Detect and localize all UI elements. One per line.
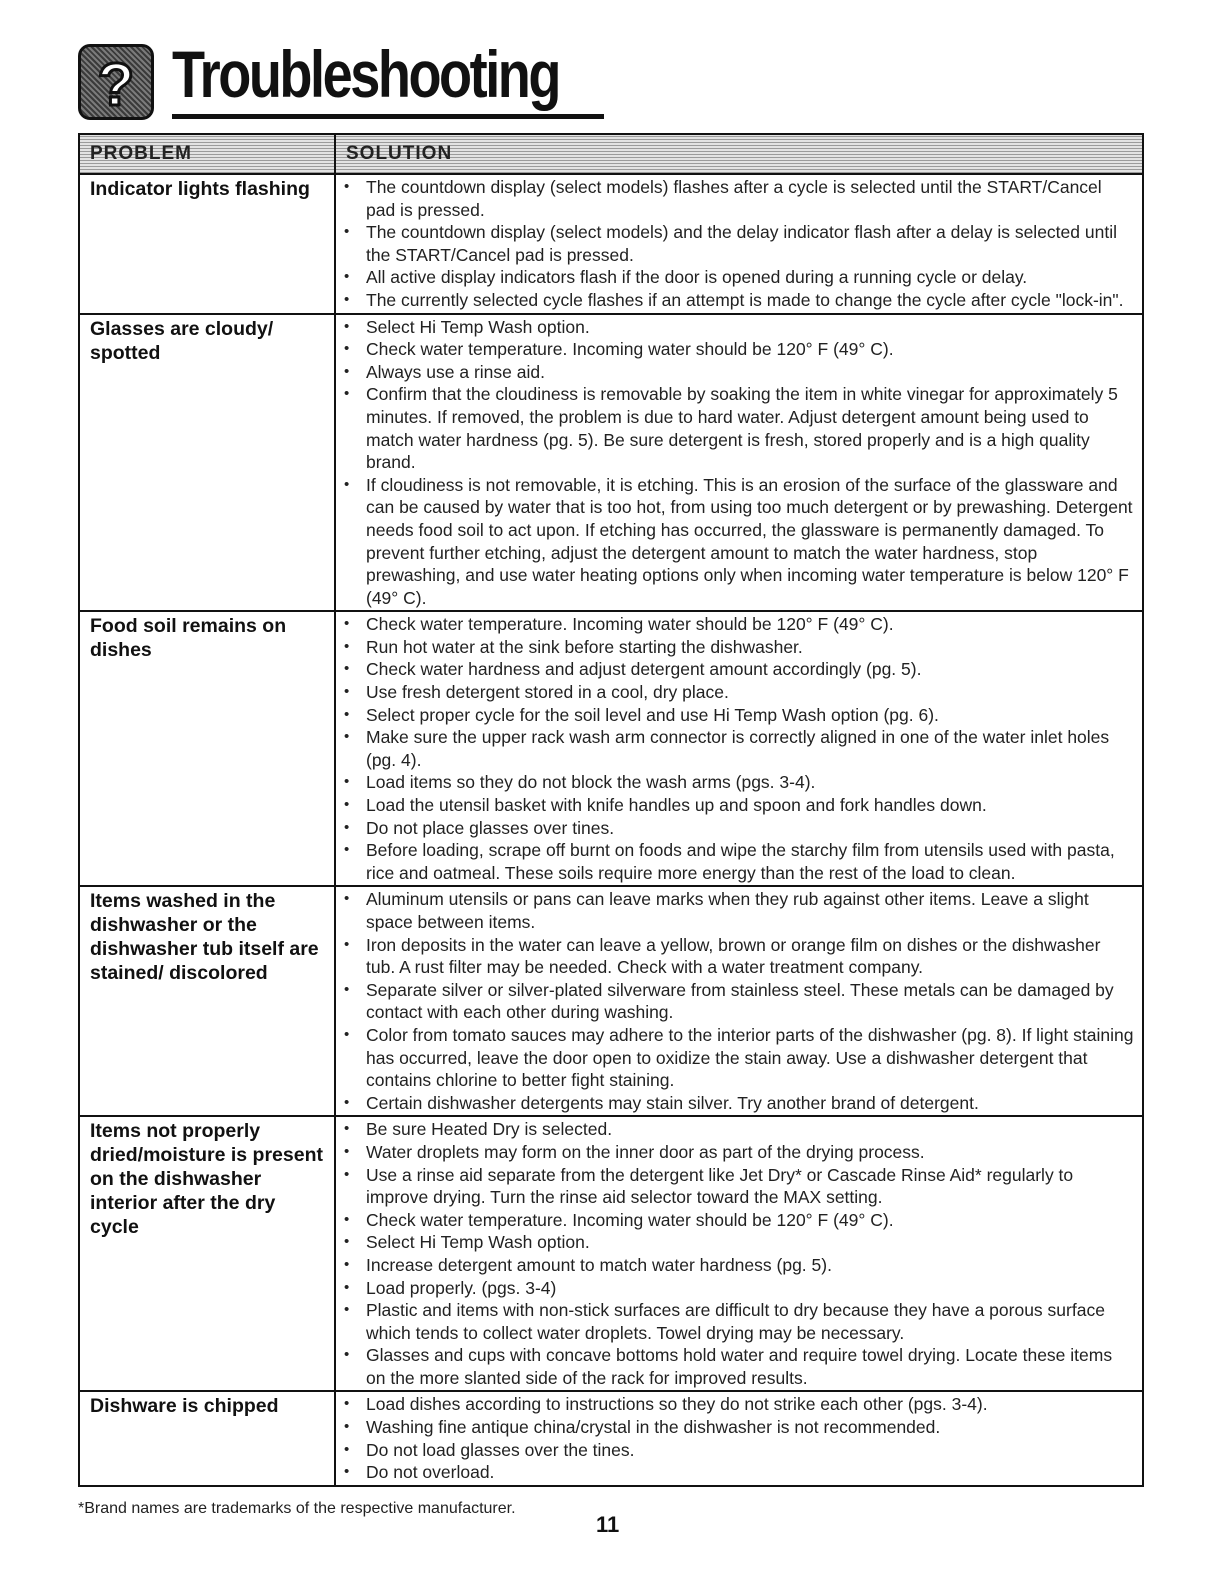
problem-cell: Food soil remains on dishes: [79, 611, 335, 886]
solution-item: • Glasses and cups with concave bottoms hold water and require towel drying. Locate these items on the more slanted side of the rack for improved results.: [344, 1344, 1134, 1389]
column-header-solution: SOLUTION: [335, 134, 1143, 174]
footnote: *Brand names are trademarks of the respective manufacturer.: [78, 1500, 516, 1517]
solution-item: • Certain dishwasher detergents may stain silver. Try another brand of detergent.: [344, 1092, 1134, 1115]
problem-cell: Items washed in the dishwasher or the dishwasher tub itself are stained/ discolored: [79, 886, 335, 1116]
solution-item: • Select Hi Temp Wash option.: [344, 316, 1134, 339]
solution-item: • Load the utensil basket with knife handles up and spoon and fork handles down.: [344, 794, 1134, 817]
solution-item: • All active display indicators flash if the door is opened during a running cycle or delay.: [344, 266, 1134, 289]
solution-item: • Load dishes according to instructions so they do not strike each other (pgs. 3-4).: [344, 1393, 1134, 1416]
solution-item: • Confirm that the cloudiness is removable by soaking the item in white vinegar for approximately 5 minutes. If removed, the problem is due to hard water. Adjust detergent amount being used to match water hardness (pg. 5). Be sure detergent is fresh, stored properly and is a high quality brand.: [344, 383, 1134, 473]
problem-cell: Items not properly dried/moisture is present on the dishwasher interior after the dry cycle: [79, 1116, 335, 1391]
solution-item: • Water droplets may form on the inner door as part of the drying process.: [344, 1141, 1134, 1164]
table-row: [79, 1116, 1143, 1391]
table-row: [79, 314, 1143, 612]
page-number: 11: [596, 1512, 620, 1537]
title-underline: [172, 114, 604, 119]
solution-item: • Washing fine antique china/crystal in the dishwasher is not recommended.: [344, 1416, 1134, 1439]
solution-item: • Run hot water at the sink before starting the dishwasher.: [344, 636, 1134, 659]
solution-item: • Do not overload.: [344, 1461, 1134, 1484]
solution-list: [344, 613, 1134, 884]
solution-cell: [335, 886, 1143, 1116]
solution-list: [344, 1393, 1134, 1483]
table-header-row: [79, 134, 1143, 174]
solution-item: • Load items so they do not block the wash arms (pgs. 3-4).: [344, 771, 1134, 794]
solution-cell: [335, 174, 1143, 314]
problem-cell: Glasses are cloudy/ spotted: [79, 314, 335, 612]
solution-list: [344, 888, 1134, 1114]
troubleshooting-table: [78, 133, 1144, 1487]
solution-item: • Aluminum utensils or pans can leave marks when they rub against other items. Leave a slight space between items.: [344, 888, 1134, 933]
solution-item: • Check water hardness and adjust detergent amount accordingly (pg. 5).: [344, 658, 1134, 681]
solution-item: • The countdown display (select models) flashes after a cycle is selected until the START/Cancel pad is pressed.: [344, 176, 1134, 221]
table-row: [79, 1391, 1143, 1485]
solution-item: • Do not place glasses over tines.: [344, 817, 1134, 840]
solution-cell: [335, 1391, 1143, 1485]
solution-item: • The currently selected cycle flashes if an attempt is made to change the cycle after cycle "lock-in".: [344, 289, 1134, 312]
solution-item: • Check water temperature. Incoming water should be 120° F (49° C).: [344, 338, 1134, 361]
solution-item: • Iron deposits in the water can leave a yellow, brown or orange film on dishes or the dishwasher tub. A rust filter may be needed. Check with a water treatment company.: [344, 934, 1134, 979]
solution-item: • Select proper cycle for the soil level and use Hi Temp Wash option (pg. 6).: [344, 704, 1134, 727]
solution-list: [344, 316, 1134, 610]
svg-text:?: ?: [97, 51, 135, 117]
question-mark-icon: [78, 44, 154, 120]
column-header-problem: PROBLEM: [79, 134, 335, 174]
solution-cell: [335, 314, 1143, 612]
solution-list: [344, 1118, 1134, 1389]
solution-item: • The countdown display (select models) and the delay indicator flash after a delay is selected until the START/Cancel pad is pressed.: [344, 221, 1134, 266]
solution-item: • Use fresh detergent stored in a cool, dry place.: [344, 681, 1134, 704]
problem-cell: Indicator lights flashing: [79, 174, 335, 314]
solution-item: • Be sure Heated Dry is selected.: [344, 1118, 1134, 1141]
solution-item: • Before loading, scrape off burnt on foods and wipe the starchy film from utensils used with pasta, rice and oatmeal. These soils require more energy than the rest of the load to clean.: [344, 839, 1134, 884]
solution-cell: [335, 1116, 1143, 1391]
table-row: [79, 886, 1143, 1116]
solution-item: • Make sure the upper rack wash arm connector is correctly aligned in one of the water inlet holes (pg. 4).: [344, 726, 1134, 771]
solution-cell: [335, 611, 1143, 886]
table-row: [79, 611, 1143, 886]
solution-item: • Select Hi Temp Wash option.: [344, 1231, 1134, 1254]
solution-item: • Color from tomato sauces may adhere to the interior parts of the dishwasher (pg. 8). If light staining has occurred, leave the door open to oxidize the stain away. Use a dishwasher detergent that contains chlorine to better fight staining.: [344, 1024, 1134, 1092]
solution-item: • Check water temperature. Incoming water should be 120° F (49° C).: [344, 613, 1134, 636]
solution-item: • Separate silver or silver-plated silverware from stainless steel. These metals can be damaged by contact with each other during washing.: [344, 979, 1134, 1024]
solution-item: • Always use a rinse aid.: [344, 361, 1134, 384]
solution-item: • Check water temperature. Incoming water should be 120° F (49° C).: [344, 1209, 1134, 1232]
table-row: [79, 174, 1143, 314]
solution-item: • If cloudiness is not removable, it is etching. This is an erosion of the surface of the glassware and can be caused by water that is too hot, from using too much detergent or by prewashing. Detergent needs food soil to act upon. If etching has occurred, the glassware is permanently damaged. To prevent further etching, adjust the detergent amount to match the water hardness, stop prewashing, and use water heating options only when incoming water temperature is below 120° F (49° C).: [344, 474, 1134, 610]
solution-item: • Plastic and items with non-stick surfaces are difficult to dry because they have a porous surface which tends to collect water droplets. Towel drying may be necessary.: [344, 1299, 1134, 1344]
page-title: Troubleshooting: [172, 37, 560, 111]
solution-item: • Do not load glasses over the tines.: [344, 1439, 1134, 1462]
solution-item: • Increase detergent amount to match water hardness (pg. 5).: [344, 1254, 1134, 1277]
solution-list: [344, 176, 1134, 312]
problem-cell: Dishware is chipped: [79, 1391, 335, 1485]
solution-item: • Use a rinse aid separate from the detergent like Jet Dry* or Cascade Rinse Aid* regularly to improve drying. Turn the rinse aid selector toward the MAX setting.: [344, 1164, 1134, 1209]
solution-item: • Load properly. (pgs. 3-4): [344, 1277, 1134, 1300]
